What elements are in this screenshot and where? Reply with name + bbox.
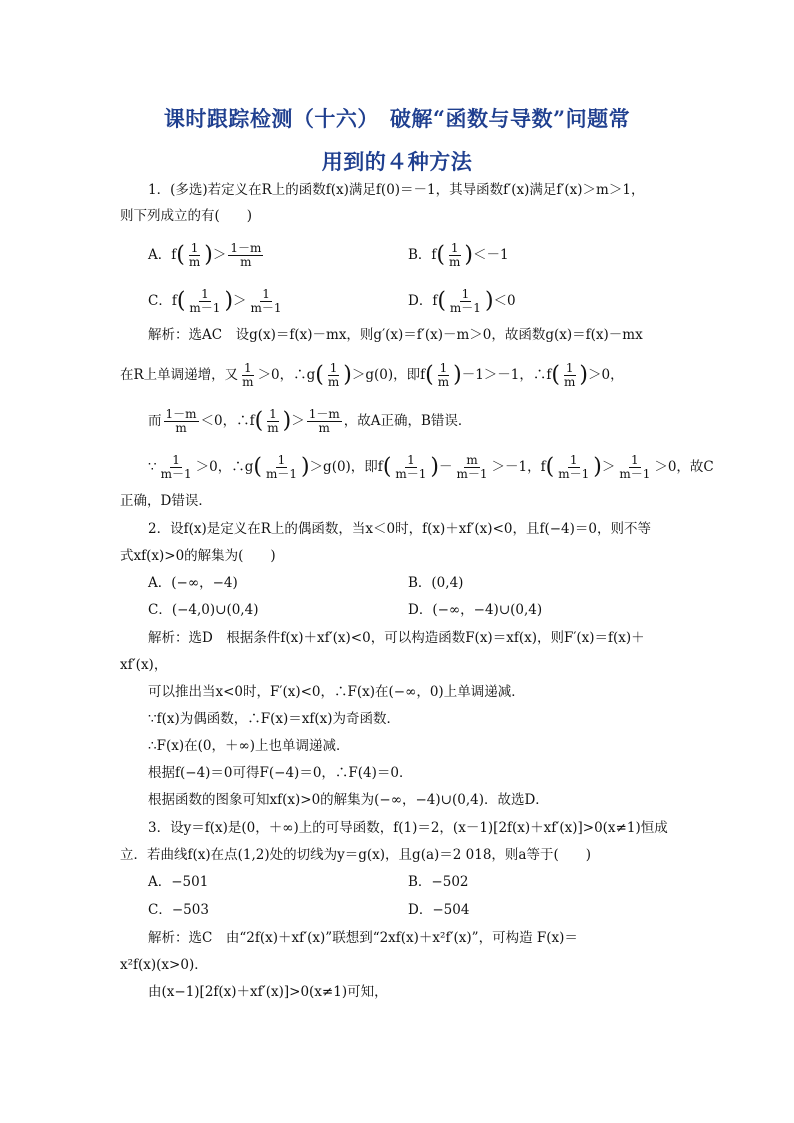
q1-stem-line-2: 则下列成立的有( ): [120, 208, 253, 224]
q3-solution-line-3: 由(x−1)[2f(x)＋xf′(x)]>0(x≠1)可知，: [148, 984, 388, 1000]
q3-option-a: A．−501: [148, 874, 209, 890]
q1-solution-line-5: 正确，D错误．: [120, 493, 212, 509]
q3-solution-line-1: 解析：选C 由“2f(x)＋xf′(x)”联想到“2xf(x)＋x²f′(x)”，可构造 F(x)＝: [148, 930, 578, 946]
q1-solution-line-3: 而 $\frac{1-m}{m}$ ＜0，∴f( $\frac{1}{m}$ )＞ $\frac{1-m}{m}$ ，故A正确，B错误．: [148, 407, 472, 435]
title-line-2: 用到的４种方法: [321, 149, 473, 174]
q2-solution-line-3: 可以推出当x<0时，F′(x)<0，∴F(x)在(−∞，0)上单调递减．: [148, 684, 525, 700]
q3-stem-line-2: 立．若曲线f(x)在点(1,2)处的切线为y＝g(x)，且g(a)＝2 018，则a等于( ): [120, 847, 592, 863]
q2-stem-line-1: 2．设f(x)是定义在R上的偶函数，当x＜0时，f(x)＋xf′(x)<0，且f(−4)＝0，则不等: [148, 521, 651, 537]
q2-option-b: B．(0,4): [408, 575, 464, 591]
q1-solution-line-4: ∵ $\frac{1}{m-1}$ ＞0，∴g( $\frac{1}{m-1}$ )＞g(0)，即f( $\frac{1}{m-1}$ )－ $\frac{m}{m-1}$ ＞－1，f( $\frac{1}{m-1}$ )＞ $\frac{1}{m-1}$ ＞0，故C: [148, 453, 714, 481]
q3-stem-line-1: 3．设y＝f(x)是(0，＋∞)上的可导函数，f(1)＝2，(x－1)[2f(x)＋xf′(x)]>0(x≠1)恒成: [148, 820, 668, 836]
q1-stem-line-1: 1．(多选)若定义在R上的函数f(x)满足f(0)＝－1，其导函数f′(x)满足f′(x)＞m＞1，: [148, 182, 645, 198]
title-line-1: 课时跟踪检测（十六） 破解“函数与导数”问题常: [163, 106, 631, 131]
q3-option-b: B．−502: [408, 874, 469, 890]
q2-stem-line-2: 式xf(x)>0的解集为( ): [120, 548, 276, 564]
q2-option-a: A．(−∞，−4): [148, 575, 238, 591]
q1-solution-line-2: 在R上单调递增，又 $\frac{1}{m}$ ＞0，∴g( $\frac{1}{m}$ )＞g(0)，即f( $\frac{1}{m}$ )－1＞－1，∴f( $\frac{1}{m}$ )＞0，: [120, 361, 624, 389]
q2-solution-line-6: 根据f(−4)＝0可得F(−4)＝0，∴F(4)＝0．: [148, 765, 413, 781]
q1-solution-line-1: 解析：选AC 设g(x)＝f(x)－mx，则g′(x)＝f′(x)－m＞0，故函数g(x)＝f(x)－mx: [148, 327, 643, 343]
q2-option-c: C．(−4,0)∪(0,4): [148, 602, 259, 618]
q3-solution-line-2: x²f(x)(x>0)．: [120, 957, 208, 973]
q2-solution-line-1: 解析：选D 根据条件f(x)＋xf′(x)<0，可以构造函数F(x)＝xf(x)，则F′(x)＝f(x)＋: [148, 630, 645, 646]
q2-solution-line-2: xf′(x)，: [120, 657, 168, 673]
q1-option-a: A．f( $\frac{1}{m}$ )＞ $\frac{1-m}{m}$: [148, 241, 262, 269]
q3-option-c: C．−503: [148, 902, 209, 918]
q3-option-d: D．−504: [408, 902, 470, 918]
q2-option-d: D．(−∞，−4)∪(0,4): [408, 602, 543, 618]
q2-solution-line-5: ∴F(x)在(0，＋∞)上也单调递减．: [148, 738, 350, 754]
q1-option-b: B．f( $\frac{1}{m}$ )＜－1: [408, 241, 509, 269]
q2-solution-line-7: 根据函数的图象可知xf(x)>0的解集为(−∞，−4)∪(0,4)．故选D．: [148, 792, 549, 808]
q1-option-d: D．f( $\frac{1}{m-1}$ )＜0: [408, 287, 516, 315]
q2-solution-line-4: ∵f(x)为偶函数，∴F(x)＝xf(x)为奇函数．: [148, 711, 401, 727]
q1-option-c: C．f( $\frac{1}{m-1}$ )＞ $\frac{1}{m-1}$: [148, 287, 282, 315]
